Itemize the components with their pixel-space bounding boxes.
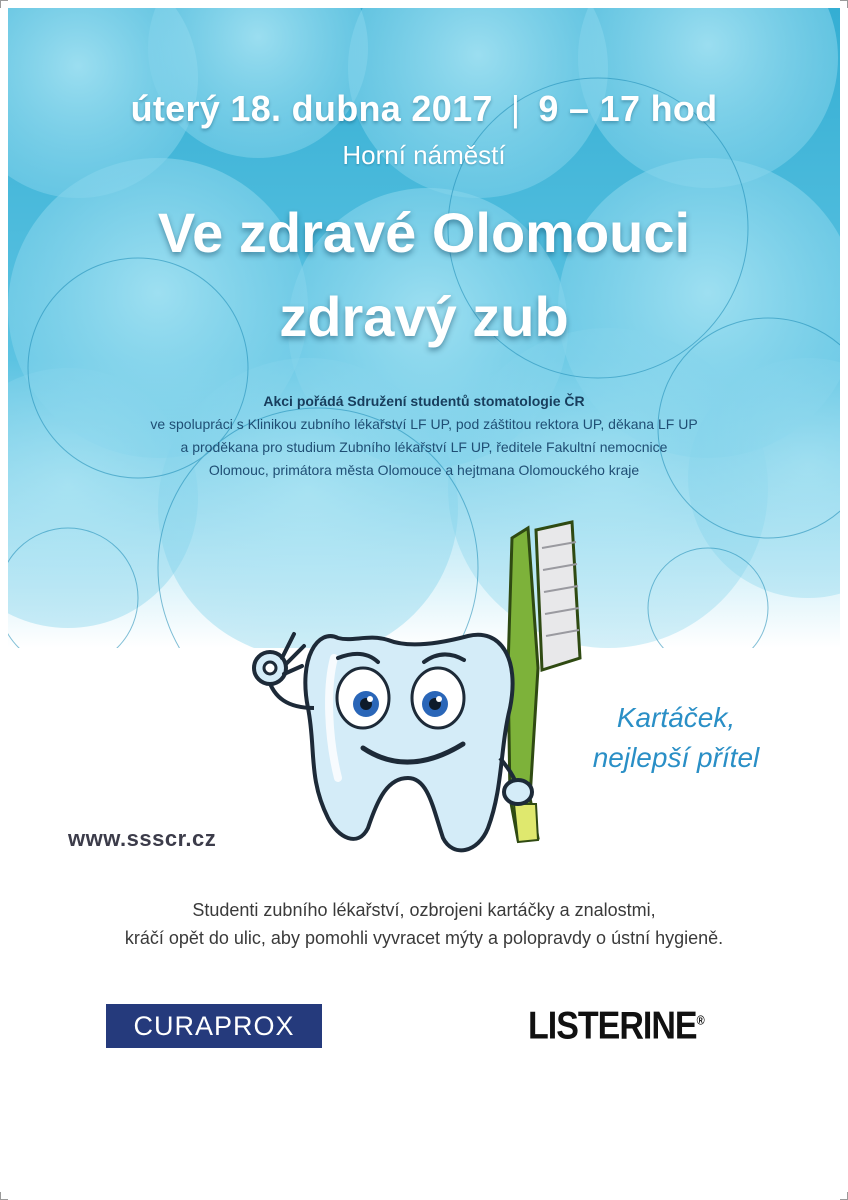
crop-mark — [840, 0, 848, 1]
crop-mark — [0, 0, 1, 8]
crop-mark — [0, 0, 8, 1]
organizer-line: a proděkana pro studium Zubního lékařství LF UP, ředitele Fakultní nemocnice — [180, 439, 668, 455]
description-line-1: Studenti zubního lékařství, ozbrojeni kartáčky a znalostmi, — [192, 900, 656, 920]
event-date-time — [8, 88, 840, 130]
listerine-logo — [528, 1004, 705, 1049]
event-venue: Horní náměstí — [342, 140, 506, 170]
title-line-2: zdravý zub — [279, 285, 569, 348]
date-separator: | — [510, 88, 521, 129]
organizer-headline: Akci pořádá Sdružení studentů stomatologie ČR — [263, 393, 585, 409]
poster — [8, 8, 840, 1192]
slogan-line-2: nejlepší přítel — [592, 742, 760, 773]
description-line-2: kráčí opět do ulic, aby pomohli vyvracet mýty a polopravdy o ústní hygieně. — [124, 928, 724, 948]
website-link[interactable]: www.ssscr.cz — [68, 826, 217, 851]
title-line-1: Ve zdravé Olomouci — [157, 201, 691, 264]
organizer-line: ve spolupráci s Klinikou zubního lékařství LF UP, pod záštitou rektora UP, děkana LF UP — [150, 416, 698, 432]
slogan — [556, 698, 796, 778]
event-time: 9 – 17 hod — [538, 88, 718, 129]
description — [8, 896, 840, 952]
slogan-line-1: Kartáček, — [616, 702, 736, 733]
organizer-block — [8, 390, 840, 482]
listerine-wordmark: LISTERINE — [528, 1004, 697, 1048]
event-date: úterý 18. dubna 2017 — [130, 88, 493, 129]
organizer-line: Olomouc, primátora města Olomouce a hejtmana Olomouckého kraje — [208, 462, 640, 478]
tooth-mascot-icon — [238, 508, 598, 878]
curaprox-logo: CURAPROX — [106, 1004, 322, 1048]
registered-mark: ® — [696, 1013, 705, 1028]
